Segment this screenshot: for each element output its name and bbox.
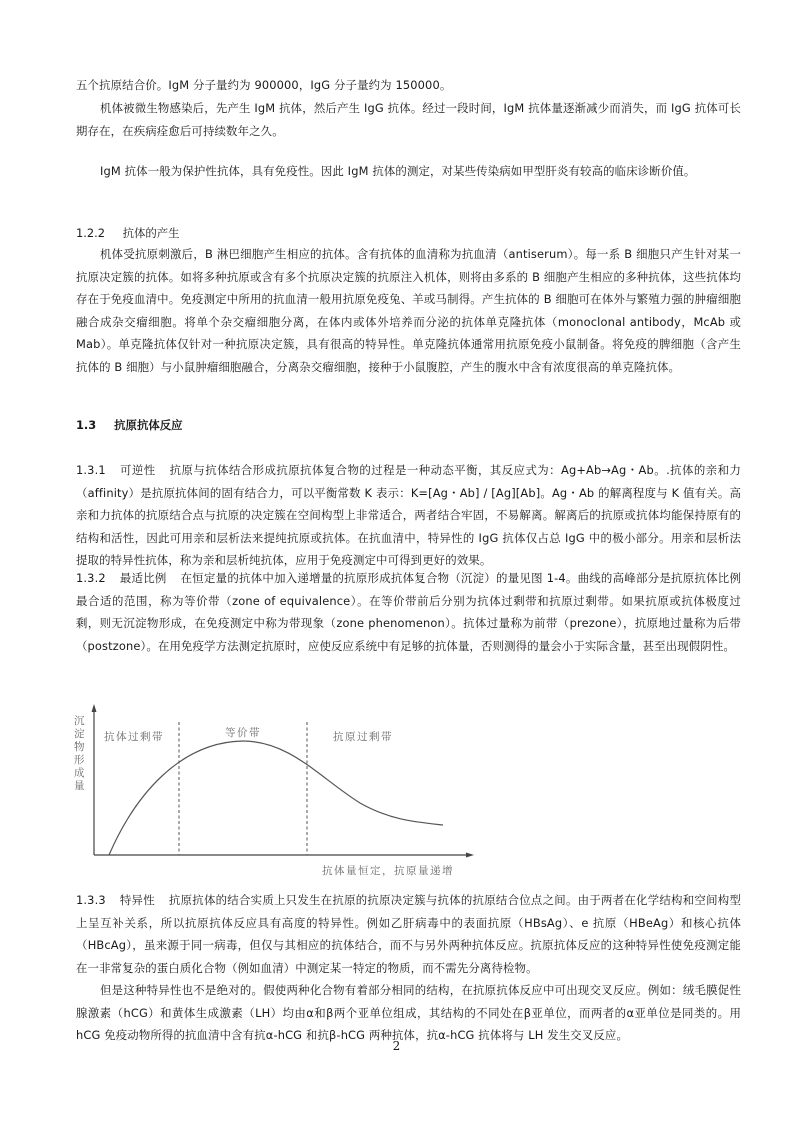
section-title: 最适比例: [119, 571, 167, 585]
y-axis-label: [74, 715, 85, 792]
precipitation-curve-figure: [70, 700, 480, 885]
svg-text:形: 形: [74, 754, 85, 766]
svg-text:沉: 沉: [74, 715, 85, 727]
section-title: 抗原抗体反应: [114, 418, 183, 432]
paragraph-igm-protective: IgM 抗体一般为保护性抗体，具有免疫性。因此 IgM 抗体的测定，对某些传染病如甲型肝炎有较高的临床诊断价值。: [100, 164, 696, 178]
svg-text:量: 量: [74, 780, 85, 792]
x-axis-arrow-icon: [466, 853, 474, 858]
paragraph-cross-reaction: 但是这种特异性也不是绝对的。假使两种化合物有着部分相同的结构，在抗原抗体反应中可出现交叉反应。例如：绒毛膜促性腺激素（hCG）和黄体生成激素（LH）均由α和β两个亚单位组成，其结构的不同处在β亚单位，而两者的α亚单位是同类的。用 hCG 免疫动物所得的抗血清中含有抗α-hCG 和抗β-hCG 两种抗体，抗α-hCG 抗体将与 LH 发生交叉反应。: [76, 983, 741, 1042]
zone-label-antigen-excess: 抗原过剩带: [333, 731, 393, 743]
paragraph-igm-valence: 五个抗原结合价。IgM 分子量约为 900000，IgG 分子量约为 150000。: [76, 78, 452, 92]
section-number: 1.3.3: [76, 893, 106, 907]
svg-text:成: 成: [74, 767, 85, 779]
zone-label-antibody-excess: 抗体过剩带: [104, 731, 164, 743]
svg-text:淀: 淀: [74, 728, 85, 740]
paragraph-reversibility: [76, 459, 741, 572]
page-number: 2: [392, 1039, 401, 1053]
zone-label-equivalence: 等价带: [225, 727, 261, 739]
y-axis-arrow-icon: [92, 704, 97, 712]
section-body: 在恒定量的抗体中加入递增量的抗原形成抗体复合物（沉淀）的量见图 1-4。曲线的高峰部分是抗原抗体比例最合适的范围，称为等价带（zone of equivalence）。在等价带前后分别为抗体过剩带和抗原过剩带。如果抗原或抗体极度过剩，则无沉淀物形成，在免疫测定中称为带现象（zone phenomenon）。抗体过量称为前带（prezone），抗原地过量称为后带（postzone）。在用免疫学方法测定抗原时，应使反应系统中有足够的抗体量，否则测得的量会小于实际含量，甚至出现假阴性。: [76, 571, 741, 653]
section-title: 可逆性: [119, 463, 156, 477]
section-title: 抗体的产生: [122, 226, 180, 240]
paragraph-specificity: [76, 889, 741, 979]
section-body: 抗原与抗体结合形成抗原抗体复合物的过程是一种动态平衡，其反应式为：Ag+Ab→Ag・Ab。.抗体的亲和力（affinity）是抗原抗体间的固有结合力，可以平衡常数 K 表示：K=[Ag・Ab] / [Ag][Ab]。Ag・Ab 的解离程度与 K 值有关。高亲和力抗体的抗原结合点与抗原的决定簇在空间构型上非常适合，两者结合牢固，不易解离。解离后的抗原或抗体均能保持原有的结构和活性，因此可用亲和层析法来提纯抗原或抗体。在抗血清中，特异性的 IgG 抗体仅占总 IgG 中的极小部分。用亲和层析法提取的特异性抗体，称为亲和层析纯抗体，应用于免疫测定中可得到更好的效果。: [76, 463, 741, 567]
section-number: 1.3: [76, 418, 97, 432]
section-number: 1.3.1: [76, 463, 106, 477]
precipitation-curve: [109, 741, 443, 855]
heading-1-3: [76, 415, 183, 435]
paragraph-igm-igg-sequence: 机体被微生物感染后，先产生 IgM 抗体，然后产生 IgG 抗体。经过一段时间，IgM 抗体量逐渐减少而消失，而 IgG 抗体可长期存在，在疾病痊愈后可持续数年之久。: [76, 101, 741, 138]
section-number: 1.3.2: [76, 571, 106, 585]
section-body: 抗原抗体的结合实质上只发生在抗原的抗原决定簇与抗体的抗原结合位点之间。由于两者在化学结构和空间构型上呈互补关系，所以抗原抗体反应具有高度的特异性。例如乙肝病毒中的表面抗原（HBsAg）、e 抗原（HBeAg）和核心抗体（HBcAg），虽来源于同一病毒，但仅与其相应的抗体结合，而不与另外两种抗体反应。抗原抗体反应的这种特异性使免疫测定能在一非常复杂的蛋白质化合物（例如血清）中测定某一特定的物质，而不需先分离待检物。: [76, 893, 741, 975]
section-title: 特异性: [119, 893, 155, 907]
heading-1-2-2: [76, 223, 180, 243]
paragraph-optimal-ratio: [76, 567, 741, 657]
section-number: 1.2.2: [76, 226, 105, 240]
svg-text:物: 物: [74, 741, 85, 753]
paragraph-antibody-production: 机体受抗原刺激后，B 淋巴细胞产生相应的抗体。含有抗体的血清称为抗血清（antiserum）。每一系 B 细胞只产生针对某一抗原决定簇的抗体。如将多种抗原或含有多个抗原决定簇的抗原注入机体，则将由多系的 B 细胞产生相应的多种抗体，这些抗体均存在于免疫血清中。免疫测定中所用的抗血清一般用抗原免疫兔、羊或马制得。产生抗体的 B 细胞可在体外与繁殖力强的肿瘤细胞融合成杂交瘤细胞。将单个杂交瘤细胞分离，在体内或体外培养而分泌的抗体单克隆抗体（monoclonal antibody，McAb 或 Mab）。单克隆抗体仅针对一种抗原决定簇，具有很高的特异性。单克隆抗体通常用抗原免疫小鼠制备。将免疫的脾细胞（含产生抗体的 B 细胞）与小鼠肿瘤细胞融合，分离杂交瘤细胞，接种于小鼠腹腔，产生的腹水中含有浓度很高的单克隆抗体。: [76, 247, 741, 374]
x-axis-label: 抗体量恒定，抗原量递增: [322, 865, 454, 877]
